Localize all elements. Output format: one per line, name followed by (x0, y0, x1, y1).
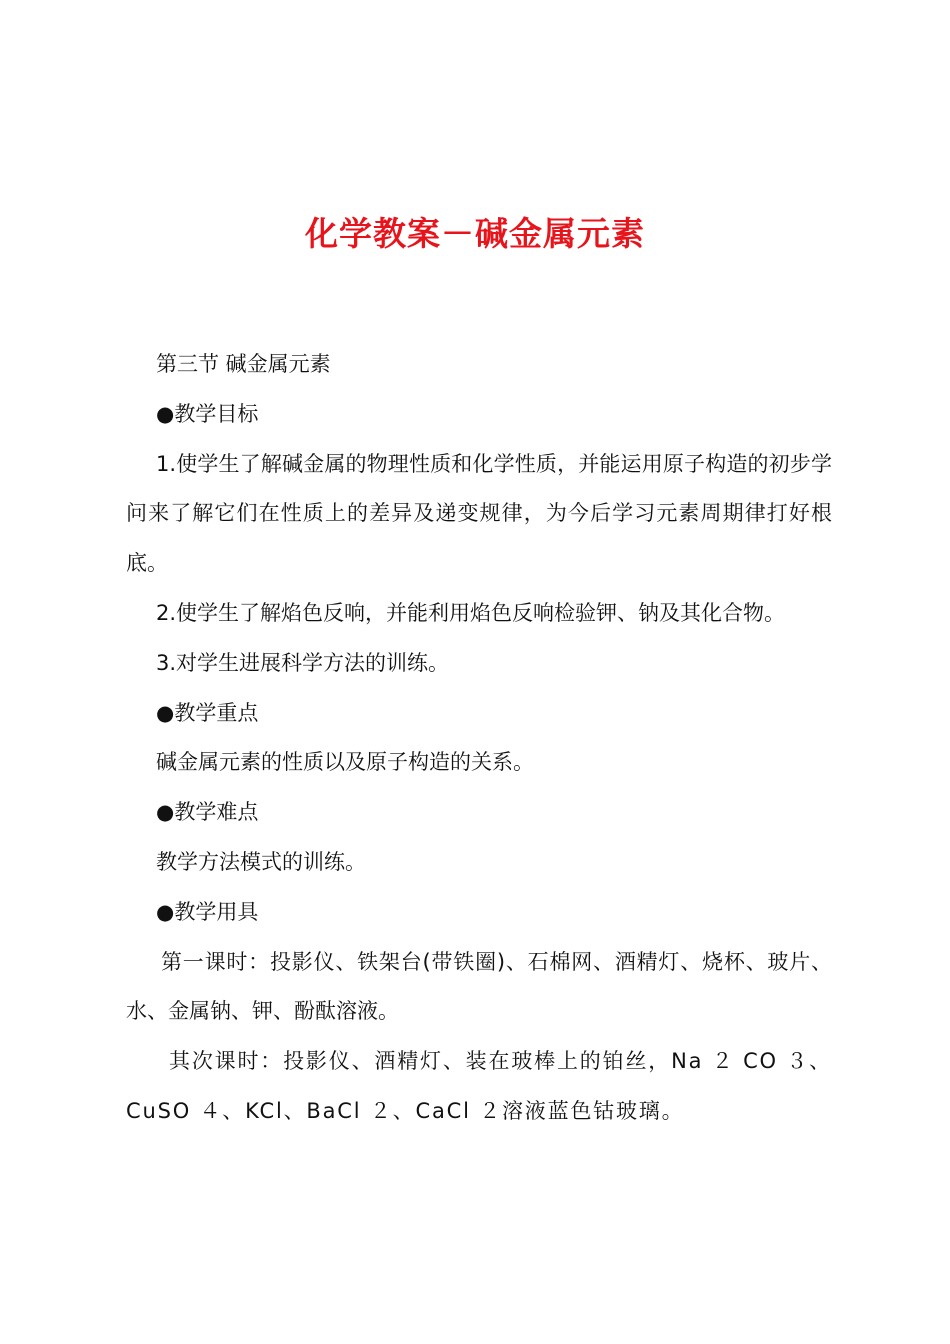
objectives-heading: ●教学目标 (156, 401, 259, 426)
objective-2: 2.使学生了解焰色反响，并能利用焰色反响检验钾、钠及其化合物。 (156, 600, 786, 625)
tools-lesson-1: 第一课时：投影仪、铁架台(带铁圈)、石棉网、酒精灯、烧杯、玻片、水、金属钠、钾、酚酞溶液。 (126, 949, 832, 1024)
key-points-text: 碱金属元素的性质以及原子构造的关系。 (156, 750, 534, 775)
tools-heading: ●教学用具 (156, 899, 259, 924)
section-heading: 第三节 碱金属元素 (156, 352, 331, 376)
tools-lesson-2: 其次课时：投影仪、酒精灯、装在玻棒上的铂丝，Na ２ CO ３、CuSO ４、KCl、BaCl ２、CaCl ２溶液蓝色钴玻璃。 (126, 1049, 832, 1123)
document-body (126, 340, 832, 1137)
difficulties-heading: ●教学难点 (156, 800, 259, 825)
objective-1: 1.使学生了解碱金属的物理性质和化学性质，并能运用原子构造的初步学问来了解它们在性质上的差异及递变规律，为今后学习元素周期律打好根底。 (126, 451, 832, 576)
difficulties-text: 教学方法模式的训练。 (156, 849, 366, 874)
objective-3: 3.对学生进展科学方法的训练。 (156, 650, 450, 675)
key-points-heading: ●教学重点 (156, 700, 259, 725)
document-title: 化学教案－碱金属元素 (305, 214, 645, 253)
